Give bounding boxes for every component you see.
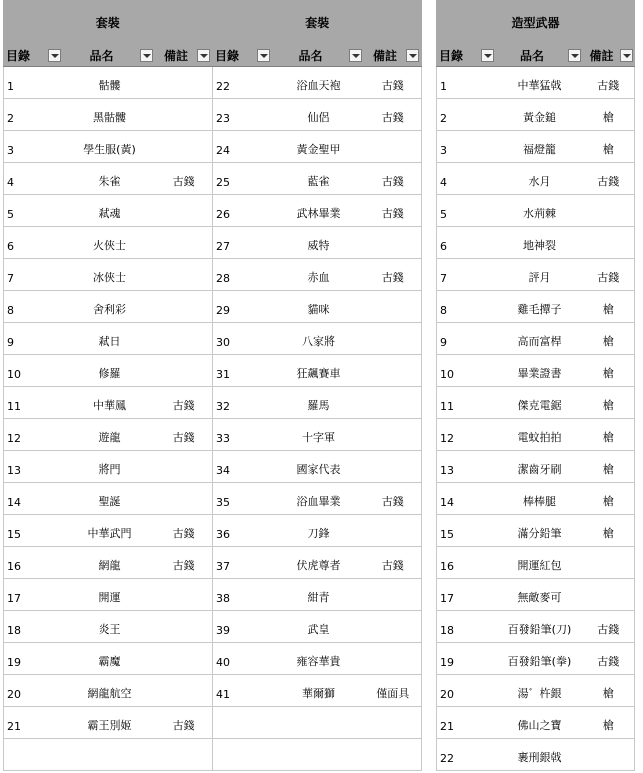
- table-row: [213, 483, 421, 515]
- table-row: [213, 67, 421, 99]
- table-row: [213, 131, 421, 163]
- cell-note: 槍: [602, 431, 614, 444]
- cell-num: 18: [7, 624, 21, 637]
- cell-note: 古錢: [172, 527, 195, 540]
- cell-note: [155, 323, 212, 354]
- table-row: [213, 419, 421, 451]
- cell-note: [155, 355, 212, 386]
- table-row: [4, 291, 212, 323]
- header-row: [436, 44, 635, 67]
- table-row: [213, 611, 421, 643]
- cell-name: 赤血: [307, 271, 330, 284]
- cell-name: 炎王: [98, 623, 121, 636]
- table-row: [213, 547, 421, 579]
- cell-name: 弒日: [98, 335, 121, 348]
- cell-name: 裹刑銀戟: [517, 751, 562, 764]
- cell-name: [272, 707, 364, 738]
- header-num: 目錄: [3, 44, 63, 66]
- header-name: 品名: [63, 44, 155, 66]
- cell-note: [365, 131, 421, 162]
- cell-num: 28: [216, 272, 230, 285]
- cell-name: 棒棒腿: [522, 495, 556, 508]
- cell-num: 6: [440, 240, 447, 253]
- cell-note: [365, 739, 421, 770]
- cell-note: [155, 259, 212, 290]
- cell-note: [155, 99, 212, 130]
- cell-note: [155, 579, 212, 610]
- table-row: [4, 675, 212, 707]
- cell-name: 中華猛戟: [517, 79, 562, 92]
- cell-note: 槍: [602, 719, 614, 732]
- cell-note: [155, 67, 212, 98]
- cell-note: [155, 483, 212, 514]
- cell-note: 槍: [602, 495, 614, 508]
- cell-num: 1: [440, 80, 447, 93]
- group-2: [212, 67, 422, 771]
- cell-note: [155, 739, 212, 770]
- header-note: 備註: [155, 44, 212, 66]
- cell-name: 浴血畢業: [296, 495, 341, 508]
- cell-note: [365, 451, 421, 482]
- cell-num: 15: [7, 528, 21, 541]
- cell-note: 古錢: [381, 495, 404, 508]
- cell-num: 12: [7, 432, 21, 445]
- cell-num: 8: [440, 304, 447, 317]
- header-note: 備註: [364, 44, 421, 66]
- cell-name: 華爾獅: [302, 687, 335, 700]
- header-note: 備註: [583, 44, 635, 66]
- table-row: [4, 99, 212, 131]
- cell-num: 33: [216, 432, 230, 445]
- table-row: [437, 547, 634, 579]
- cell-note: [365, 515, 421, 546]
- cell-num: 13: [440, 464, 454, 477]
- cell-num: 8: [7, 304, 14, 317]
- table-row: [437, 483, 634, 515]
- table-row: [4, 195, 212, 227]
- table-row: [437, 643, 634, 675]
- cell-note: [155, 227, 212, 258]
- cell-name: 雍容華貴: [296, 655, 341, 668]
- cell-num: 21: [7, 720, 21, 733]
- table-row: [4, 227, 212, 259]
- cell-note: [365, 387, 421, 418]
- cell-name: 水荊棘: [522, 207, 556, 220]
- cell-num: 21: [440, 720, 454, 733]
- cell-name: 羅馬: [307, 399, 330, 412]
- cell-num: 34: [216, 464, 230, 477]
- group-1: [3, 67, 212, 771]
- cell-note: 僅面具: [376, 687, 410, 700]
- cell-note: [583, 579, 634, 610]
- table-row: [4, 259, 212, 291]
- cell-note: 槍: [602, 303, 614, 316]
- cell-num: 13: [7, 464, 21, 477]
- cell-name: 冰俠士: [92, 271, 126, 284]
- table-row: [213, 163, 421, 195]
- cell-num: 12: [440, 432, 454, 445]
- cell-note: 槍: [602, 367, 614, 380]
- cell-note: 古錢: [597, 271, 620, 284]
- cell-num: 16: [440, 560, 454, 573]
- cell-num: 3: [7, 144, 14, 157]
- table-row: [213, 739, 421, 771]
- cell-note: [365, 291, 421, 322]
- cell-num: 22: [440, 752, 454, 765]
- cell-name: 武皇: [307, 623, 330, 636]
- table-row: [4, 451, 212, 483]
- cell-num: 14: [440, 496, 454, 509]
- cell-note: [365, 355, 421, 386]
- cell-note: 古錢: [172, 719, 195, 732]
- cell-note: 槍: [602, 687, 614, 700]
- table-row: [437, 67, 634, 99]
- table-row: [437, 579, 634, 611]
- table-row: [213, 579, 421, 611]
- table-row: [213, 643, 421, 675]
- costume-table: [3, 0, 422, 771]
- cell-num: 16: [7, 560, 21, 573]
- table-row: [4, 131, 212, 163]
- cell-num: 11: [440, 400, 454, 413]
- cell-name: 紺青: [307, 591, 330, 604]
- table-row: [437, 707, 634, 739]
- table-row: [437, 611, 634, 643]
- header-num: 目錄: [436, 44, 496, 66]
- cell-note: [155, 195, 212, 226]
- table-row: [213, 259, 421, 291]
- table-row: [437, 515, 634, 547]
- cell-num: 17: [440, 592, 454, 605]
- cell-name: 黑骷髏: [92, 111, 126, 124]
- cell-num: 14: [7, 496, 21, 509]
- table-row: [213, 515, 421, 547]
- filter-dropdown-icon[interactable]: [406, 49, 419, 62]
- cell-name: 福燈籠: [522, 143, 556, 156]
- cell-note: [365, 579, 421, 610]
- cell-name: 滿分鉛筆: [517, 527, 562, 540]
- table-row: [213, 387, 421, 419]
- cell-name: 湯゛杵銀: [517, 687, 562, 700]
- cell-num: 23: [216, 112, 230, 125]
- table-row: [437, 291, 634, 323]
- table-row: [437, 419, 634, 451]
- table-row: [437, 131, 634, 163]
- cell-note: 古錢: [597, 175, 620, 188]
- cell-note: 古錢: [172, 431, 195, 444]
- filter-dropdown-icon[interactable]: [349, 49, 362, 62]
- filter-dropdown-icon[interactable]: [140, 49, 153, 62]
- table-row: [213, 451, 421, 483]
- cell-num: [213, 739, 272, 770]
- cell-note: [155, 675, 212, 706]
- cell-name: 弒魂: [98, 207, 121, 220]
- cell-name: 開運紅包: [517, 559, 562, 572]
- table-row: [4, 707, 212, 739]
- cell-name: 開運: [98, 591, 121, 604]
- cell-num: 32: [216, 400, 230, 413]
- table-row: [4, 515, 212, 547]
- cell-num: 9: [440, 336, 447, 349]
- cell-note: [365, 323, 421, 354]
- cell-num: [213, 707, 272, 738]
- table-row: [4, 483, 212, 515]
- cell-num: 39: [216, 624, 230, 637]
- table-row: [4, 739, 212, 771]
- cell-name: 電蚊拍拍: [517, 431, 562, 444]
- cell-num: 4: [7, 176, 14, 189]
- cell-num: 7: [440, 272, 447, 285]
- cell-num: 17: [7, 592, 21, 605]
- cell-name: 朱雀: [98, 175, 121, 188]
- cell-num: 29: [216, 304, 230, 317]
- cell-num: 19: [440, 656, 454, 669]
- cell-name: 中華鳳: [92, 399, 126, 412]
- cell-note: 古錢: [172, 559, 195, 572]
- table-row: [213, 195, 421, 227]
- cell-name: 潔齒牙刷: [517, 463, 562, 476]
- header-row: [3, 44, 422, 67]
- cell-num: 27: [216, 240, 230, 253]
- cell-note: 古錢: [381, 559, 404, 572]
- cell-num: 36: [216, 528, 230, 541]
- cell-name: 地神裂: [522, 239, 556, 252]
- cell-name: 無敵麥可: [517, 591, 562, 604]
- cell-note: [155, 643, 212, 674]
- cell-note: [583, 547, 634, 578]
- cell-name: 浴血天袍: [296, 79, 341, 92]
- table-row: [4, 419, 212, 451]
- table-row: [437, 323, 634, 355]
- cell-num: 9: [7, 336, 14, 349]
- cell-num: 6: [7, 240, 14, 253]
- cell-note: 古錢: [381, 175, 404, 188]
- cell-name: 中華武門: [87, 527, 132, 540]
- cell-note: [365, 707, 421, 738]
- cell-note: 古錢: [381, 111, 404, 124]
- cell-note: 古錢: [597, 655, 620, 668]
- cell-num: 2: [440, 112, 447, 125]
- cell-name: 修羅: [98, 367, 121, 380]
- cell-name: 學生服(黃): [83, 143, 136, 156]
- cell-name: 佛山之寶: [517, 719, 562, 732]
- cell-name: 伏虎尊者: [296, 559, 341, 572]
- cell-name: 貓咪: [307, 303, 330, 316]
- cell-note: 古錢: [381, 207, 404, 220]
- cell-num: 20: [7, 688, 21, 701]
- cell-note: 槍: [602, 463, 614, 476]
- cell-name: 火俠士: [92, 239, 126, 252]
- filter-dropdown-icon[interactable]: [481, 49, 494, 62]
- cell-num: 15: [440, 528, 454, 541]
- table-body: [3, 67, 422, 771]
- cell-note: 槍: [602, 335, 614, 348]
- table-row: [4, 387, 212, 419]
- cell-note: 古錢: [597, 79, 620, 92]
- cell-name: 畢業證書: [517, 367, 562, 380]
- cell-num: 2: [7, 112, 14, 125]
- cell-note: 古錢: [381, 79, 404, 92]
- cell-name: 仙侶: [307, 111, 330, 124]
- filter-dropdown-icon[interactable]: [48, 49, 61, 62]
- cell-num: 10: [7, 368, 21, 381]
- cell-note: [155, 451, 212, 482]
- filter-dropdown-icon[interactable]: [620, 49, 633, 62]
- cell-num: 41: [216, 688, 230, 701]
- cell-num: 30: [216, 336, 230, 349]
- table-body: [436, 67, 635, 771]
- table-row: [437, 163, 634, 195]
- cell-name: 骷髏: [98, 79, 121, 92]
- filter-dropdown-icon[interactable]: [568, 49, 581, 62]
- table-title-weapon: 造型武器: [511, 15, 560, 30]
- cell-name: 百發鉛筆(刀): [507, 623, 572, 636]
- cell-num: 10: [440, 368, 454, 381]
- cell-name: 網龍航空: [87, 687, 132, 700]
- table-row: [437, 739, 634, 771]
- cell-name: 網龍: [98, 559, 121, 572]
- cell-name: 將門: [98, 463, 121, 476]
- cell-note: 槍: [602, 143, 614, 156]
- cell-num: 24: [216, 144, 230, 157]
- cell-name: 聖誕: [98, 495, 121, 508]
- table-row: [437, 675, 634, 707]
- cell-num: 5: [7, 208, 14, 221]
- cell-note: [365, 643, 421, 674]
- table-row: [213, 291, 421, 323]
- header-name: 品名: [272, 44, 364, 66]
- cell-name: [64, 739, 156, 770]
- cell-note: [365, 611, 421, 642]
- cell-name: 狂飆賽車: [296, 367, 341, 380]
- cell-name: 黃金聖甲: [296, 143, 341, 156]
- cell-name: 十字軍: [302, 431, 335, 444]
- cell-num: 38: [216, 592, 230, 605]
- table-row: [4, 67, 212, 99]
- group-3: [436, 67, 635, 771]
- table-row: [4, 547, 212, 579]
- table-row: [4, 355, 212, 387]
- table-title-costume-1: 套裝: [95, 15, 120, 30]
- cell-num: 19: [7, 656, 21, 669]
- cell-note: 槍: [602, 111, 614, 124]
- table-row: [4, 611, 212, 643]
- table-row: [213, 707, 421, 739]
- cell-num: 31: [216, 368, 230, 381]
- cell-name: 評月: [528, 271, 551, 284]
- cell-note: 古錢: [172, 175, 195, 188]
- table-row: [213, 99, 421, 131]
- cell-note: [583, 227, 634, 258]
- title-row: [3, 0, 422, 44]
- cell-num: 1: [7, 80, 14, 93]
- table-row: [4, 643, 212, 675]
- cell-num: 25: [216, 176, 230, 189]
- cell-note: 古錢: [381, 271, 404, 284]
- cell-name: 藍雀: [307, 175, 330, 188]
- cell-note: 古錢: [597, 623, 620, 636]
- cell-name: 霸魔: [98, 655, 121, 668]
- cell-name: 高而富桿: [517, 335, 562, 348]
- table-row: [437, 451, 634, 483]
- cell-num: 11: [7, 400, 21, 413]
- filter-dropdown-icon[interactable]: [197, 49, 210, 62]
- cell-name: 威特: [307, 239, 330, 252]
- cell-name: 國家代表: [296, 463, 341, 476]
- header-num: 目錄: [212, 44, 272, 66]
- cell-name: 武林畢業: [296, 207, 341, 220]
- cell-name: 雞毛撢子: [517, 303, 562, 316]
- cell-num: 18: [440, 624, 454, 637]
- cell-num: 26: [216, 208, 230, 221]
- cell-note: [583, 739, 634, 770]
- cell-num: 3: [440, 144, 447, 157]
- cell-note: 槍: [602, 527, 614, 540]
- cell-num: 20: [440, 688, 454, 701]
- cell-name: 傑克電鋸: [517, 399, 562, 412]
- cell-note: 槍: [602, 399, 614, 412]
- cell-name: 黃金鎚: [522, 111, 556, 124]
- table-row: [4, 163, 212, 195]
- cell-name: 霸王別姬: [87, 719, 132, 732]
- table-row: [213, 355, 421, 387]
- table-row: [437, 195, 634, 227]
- cell-num: 35: [216, 496, 230, 509]
- table-row: [213, 227, 421, 259]
- table-row: [437, 259, 634, 291]
- table-row: [213, 323, 421, 355]
- cell-note: [365, 227, 421, 258]
- header-name: 品名: [496, 44, 583, 66]
- table-row: [437, 227, 634, 259]
- cell-num: 37: [216, 560, 230, 573]
- cell-note: [155, 611, 212, 642]
- cell-name: [272, 739, 364, 770]
- table-row: [4, 323, 212, 355]
- filter-dropdown-icon[interactable]: [257, 49, 270, 62]
- cell-name: 遊龍: [98, 431, 121, 444]
- cell-name: 舍利彩: [92, 303, 126, 316]
- table-row: [4, 579, 212, 611]
- cell-num: 4: [440, 176, 447, 189]
- cell-name: 刀鋒: [307, 527, 330, 540]
- cell-note: [155, 291, 212, 322]
- table-row: [437, 355, 634, 387]
- cell-note: [583, 195, 634, 226]
- cell-num: 22: [216, 80, 230, 93]
- table-row: [437, 387, 634, 419]
- cell-num: 5: [440, 208, 447, 221]
- table-row: [437, 99, 634, 131]
- cell-num: 40: [216, 656, 230, 669]
- cell-note: [155, 131, 212, 162]
- title-row: [436, 0, 635, 44]
- cell-num: 7: [7, 272, 14, 285]
- cell-name: 八家將: [302, 335, 335, 348]
- table-title-costume-2: 套裝: [305, 15, 330, 30]
- weapon-table: [436, 0, 635, 771]
- cell-name: 水月: [528, 175, 551, 188]
- table-row: [213, 675, 421, 707]
- cell-name: 百發鉛筆(拳): [507, 655, 572, 668]
- cell-note: 古錢: [172, 399, 195, 412]
- cell-num: [4, 739, 64, 770]
- cell-note: [365, 419, 421, 450]
